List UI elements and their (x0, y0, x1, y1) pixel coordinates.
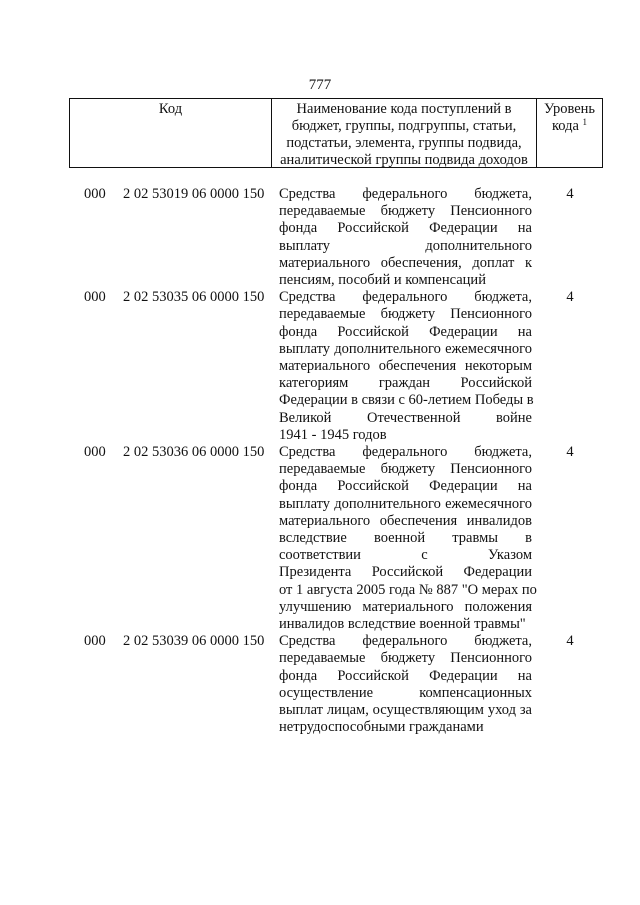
description-line: Средства федерального бюджета, (279, 186, 532, 202)
revenue-code: 2 02 53035 06 0000 150 (123, 289, 265, 306)
revenue-code: 2 02 53036 06 0000 150 (123, 444, 265, 461)
table-header (69, 98, 603, 168)
header-name-cell (272, 99, 537, 167)
description-line: передаваемые бюджету Пенсионного (279, 650, 532, 667)
description-line: Президента Российской Федерации (279, 564, 532, 581)
description-line: материального обеспечения, доплат к (279, 254, 532, 271)
code-level: 4 (566, 633, 574, 650)
code-level: 4 (566, 186, 574, 202)
description-line: категориям граждан Российской (279, 375, 532, 392)
description-line: передаваемые бюджету Пенсионного (279, 306, 532, 323)
description-line: фонда Российской Федерации на (279, 478, 532, 495)
description-line: инвалидов вследствие военной травмы" (279, 616, 526, 633)
description-line: выплату дополнительного ежемесячного (279, 340, 532, 357)
description-line: выплат лицам, осуществляющим уход за (279, 702, 532, 719)
table-row (0, 444, 640, 633)
table-row (0, 289, 640, 444)
code-level: 4 (566, 444, 574, 461)
description-line: от 1 августа 2005 года № 887 "О мерах по (279, 581, 537, 598)
page-number: 777 (308, 77, 332, 93)
footnote-marker: 1 (582, 117, 588, 127)
description-line: выплату дополнительного (279, 237, 532, 254)
description-line: пенсиям, пособий и компенсаций (279, 272, 486, 289)
admin-code: 000 (84, 633, 106, 650)
description-line: фонда Российской Федерации на (279, 323, 532, 340)
header-level-cell (537, 99, 602, 167)
entry-description (279, 444, 537, 633)
header-name-line: бюджет, группы, подгруппы, статьи, (291, 118, 517, 134)
description-line: материального обеспечения инвалидов (279, 512, 532, 529)
revenue-code: 2 02 53039 06 0000 150 (123, 633, 265, 650)
description-line: фонда Российской Федерации на (279, 667, 532, 684)
entries-list (0, 186, 640, 737)
header-level-line (537, 118, 602, 135)
header-code-label: Код (158, 101, 183, 117)
description-line: нетрудоспособными гражданами (279, 719, 484, 736)
description-line: улучшению материального положения (279, 598, 532, 615)
table-row (0, 633, 640, 736)
description-line: Средства федерального бюджета, (279, 289, 532, 306)
description-line: выплату дополнительного ежемесячного (279, 495, 532, 512)
code-level: 4 (566, 289, 574, 306)
admin-code: 000 (84, 444, 106, 461)
description-line: соответствии с Указом (279, 547, 532, 564)
description-line: Великой Отечественной войне (279, 409, 532, 426)
admin-code: 000 (84, 289, 106, 306)
header-name-line: Наименование кода поступлений в (296, 101, 512, 117)
header-level-line: Уровень (543, 101, 596, 117)
description-line: вследствие военной травмы в (279, 530, 532, 547)
header-name-line: аналитической группы подвида доходов (280, 152, 528, 168)
admin-code: 000 (84, 186, 106, 202)
entry-description (279, 186, 532, 289)
description-line: 1941 - 1945 годов (279, 426, 387, 443)
header-level-word: кода (551, 118, 579, 134)
header-name-line: подстатьи, элемента, группы подвида, (286, 135, 522, 151)
description-line: Средства федерального бюджета, (279, 444, 532, 461)
entry-description (279, 289, 532, 444)
table-row (0, 186, 640, 289)
description-line: материального обеспечения некоторым (279, 358, 532, 375)
description-line: Федерации в связи с 60-летием Победы в (279, 392, 534, 409)
description-line: передаваемые бюджету Пенсионного (279, 461, 532, 478)
entry-description (279, 633, 532, 736)
revenue-code: 2 02 53019 06 0000 150 (123, 186, 265, 202)
description-line: фонда Российской Федерации на (279, 220, 532, 237)
header-code-cell (70, 99, 272, 167)
description-line: Средства федерального бюджета, (279, 633, 532, 650)
description-line: передаваемые бюджету Пенсионного (279, 203, 532, 220)
description-line: осуществление компенсационных (279, 684, 532, 701)
